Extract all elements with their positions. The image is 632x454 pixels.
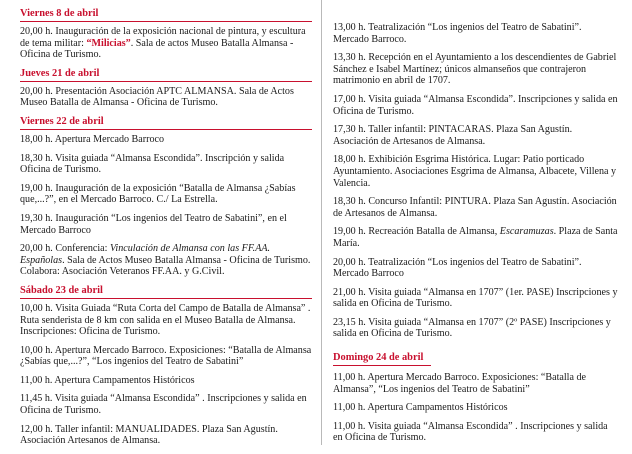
event-text: . Sala de Actos Museo Batalla Almansa - Oficina de Turismo. Colabora: Asociación Veteranos FF.AA. y G.Civil. xyxy=(20,254,311,278)
event-text: 20,00 h. Inauguración de la exposición nacional de pintura, y escultura de tema militar: xyxy=(20,26,306,49)
day-heading: Jueves 21 de abril xyxy=(20,68,312,82)
event-text: 19,00 h. Inauguración de la exposición “Batalla de Almansa ¿Sabías que,...?”, en el Mercado Barroco. C./ La Estrella. xyxy=(20,182,296,206)
event-item xyxy=(20,303,312,338)
event-text: 20,00 h. Conferencia: xyxy=(20,243,110,255)
event-text: 19,00 h. Recreación Batalla de Almansa, xyxy=(333,226,500,238)
event-item xyxy=(20,134,312,146)
event-item xyxy=(20,183,312,206)
event-highlight: “Milicias” xyxy=(86,37,131,49)
event-text: 11,00 h. Visita guiada “Almansa Escondida” . Inscripciones y salida en Oficina de Turismo. xyxy=(333,420,608,444)
event-text: 21,00 h. Visita guiada “Almansa en 1707” (1er. PASE) Inscripciones y salida en Oficina de Turismo. xyxy=(333,286,618,310)
event-text: 20,00 h. Presentación Asociación APTC ALMANSA. Sala de Actos Museo Batalla de Almansa - Oficina de Turismo. xyxy=(20,85,294,109)
event-text: 13,00 h. Teatralización “Los ingenios del Teatro de Sabatini”. Mercado Barroco. xyxy=(333,22,582,45)
event-text: 18,30 h. Visita guiada “Almansa Escondida”. Inscripción y salida Oficina de Turismo. xyxy=(20,152,285,176)
event-item xyxy=(333,94,619,117)
event-text: 17,30 h. Taller infantil: PINTACARAS. Plaza San Agustín. Asociación de Artesanos de Almansa. xyxy=(333,124,573,147)
event-text: 18,00 h. Exhibición Esgrima Histórica. Lugar: Patio porticado Ayuntamiento. Asociaciones Esgrima de Almansa, Albacete, Villena y Valencia. xyxy=(333,154,617,189)
event-text: 19,30 h. Inauguración “Los ingenios del Teatro de Sabatini”, en el Mercado Barroco xyxy=(20,212,287,236)
left-column xyxy=(20,8,312,454)
column-divider xyxy=(321,0,322,445)
event-item xyxy=(333,402,619,414)
day-heading: Viernes 8 de abril xyxy=(20,8,312,22)
event-italic: Escaramuzas xyxy=(499,226,554,238)
event-item xyxy=(20,424,312,447)
event-item xyxy=(20,375,312,387)
event-item xyxy=(20,86,312,109)
event-text: 10,00 h. Apertura Mercado Barroco. Exposiciones: “Batalla de Almansa ¿Sabías que,...?”, “Los ingenios del Teatro de Sabatini” xyxy=(20,344,312,368)
day-heading: Viernes 22 de abril xyxy=(20,116,312,130)
event-item xyxy=(333,22,619,45)
event-text: 17,00 h. Visita guiada “Almansa Escondida”. Inscripciones y salida en Oficina de Turismo. xyxy=(333,93,618,117)
event-text: 11,00 h. Apertura Campamentos Históricos xyxy=(333,402,508,414)
event-item xyxy=(333,154,619,189)
event-text: . Sala de actos Museo Batalla Almansa - Oficina de Turismo. xyxy=(20,37,294,61)
event-text: 11,00 h. Apertura Campamentos Históricos xyxy=(20,374,195,386)
right-column xyxy=(333,22,619,451)
event-text: 20,00 h. Teatralización “Los ingenios del Teatro de Sabatini”. Mercado Barroco xyxy=(333,256,582,280)
event-text: 18,00 h. Apertura Mercado Barroco xyxy=(20,133,165,145)
event-item xyxy=(20,153,312,176)
event-text: 12,00 h. Taller infantil: MANUALIDADES. Plaza San Agustín. Asociación Artesanos de Almansa. xyxy=(20,423,278,447)
event-item xyxy=(20,26,312,61)
event-text: 13,30 h. Recepción en el Ayuntamiento a los descendientes de Gabriel Sánchez e Isabel Martínez; únicos almanseños que contrajeron matrimonio en abril de 1707. xyxy=(333,52,617,87)
event-item xyxy=(333,52,619,87)
day-heading: Domingo 24 de abril xyxy=(333,352,431,366)
event-text: 10,00 h. Visita Guiada “Ruta Corta del Campo de Batalla de Almansa” . Ruta senderista de 8 km con salida en el Museo Batalla de Almansa. Inscripciones: Oficina de Turismo. xyxy=(20,302,311,338)
event-item xyxy=(20,393,312,416)
event-text: 11,00 h. Apertura Mercado Barroco. Exposiciones: “Batalla de Almansa”, “Los ingenios del Teatro de Sabatini” xyxy=(333,372,587,395)
event-item xyxy=(333,372,619,395)
event-item xyxy=(333,421,619,444)
event-item xyxy=(20,243,312,278)
event-text: . Plaza de Santa María. xyxy=(333,226,618,249)
event-item xyxy=(20,345,312,368)
event-item xyxy=(333,257,619,280)
event-text: 11,45 h. Visita guiada “Almansa Escondida” . Inscripciones y salida en Oficina de Turismo. xyxy=(20,393,307,417)
event-item xyxy=(333,287,619,310)
event-text: 23,15 h. Visita guiada “Almansa en 1707” (2º PASE) Inscripciones y salida en Oficina de Turismo. xyxy=(333,316,611,340)
event-text: 18,30 h. Concurso Infantil: PINTURA. Plaza San Agustín. Asociación de Artesanos de Almansa. xyxy=(333,196,617,219)
event-item xyxy=(333,196,619,219)
event-italic: Vinculación de Almansa con las FF.AA. Españolas xyxy=(20,243,271,266)
event-item xyxy=(333,317,619,340)
event-item xyxy=(333,124,619,147)
event-item xyxy=(20,213,312,236)
event-item xyxy=(333,226,619,249)
day-heading: Sábado 23 de abril xyxy=(20,285,312,299)
